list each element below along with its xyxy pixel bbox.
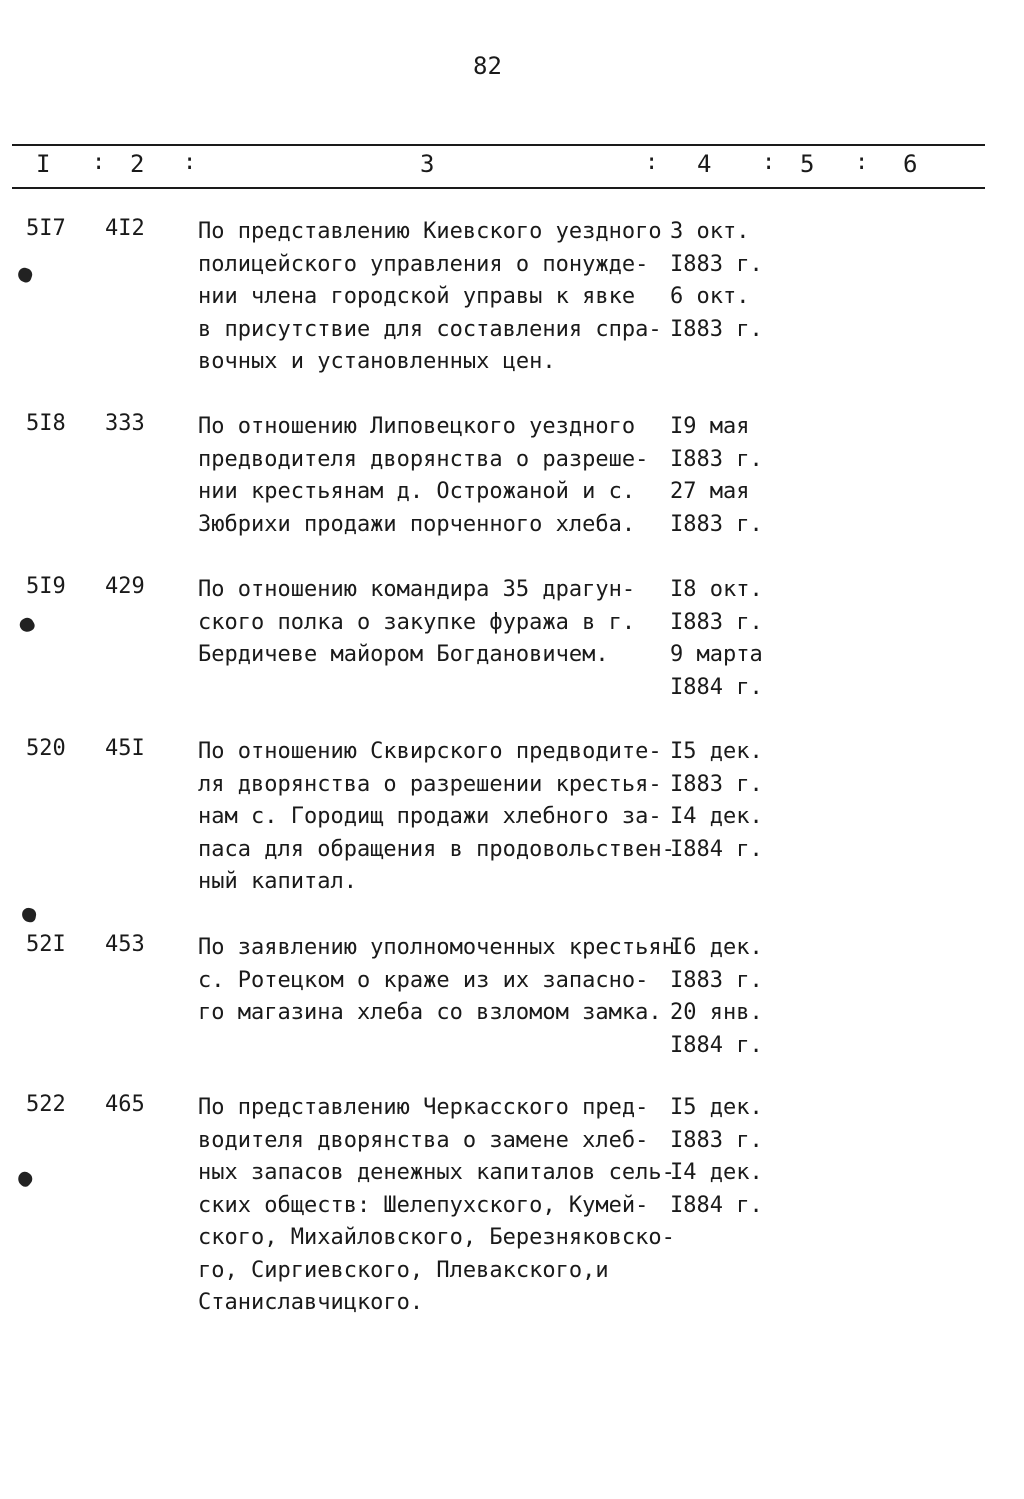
record-number: 520 xyxy=(26,736,66,761)
description-line: ный капитал. xyxy=(198,869,357,894)
date-line: 6 окт. xyxy=(670,284,750,309)
date-line: I884 г. xyxy=(670,1032,763,1058)
record-dates xyxy=(670,932,810,1062)
description-line: нии члена городской управы к явке xyxy=(198,284,636,309)
description-line: вочных и установленных цен. xyxy=(198,349,556,374)
description-line: ных запасов денежных капиталов сель- xyxy=(198,1160,675,1185)
date-line: 9 марта xyxy=(670,642,763,667)
date-line: I883 г. xyxy=(670,771,763,797)
column-separator: : xyxy=(855,150,869,175)
column-header-5: 5 xyxy=(800,150,815,178)
date-line: I883 г. xyxy=(670,967,763,993)
description-line: полицейского управления о понужде- xyxy=(198,251,649,277)
date-line: I883 г. xyxy=(670,316,763,342)
description-line: По отношению командира 35 драгун- xyxy=(198,577,636,602)
date-line: I9 мая xyxy=(670,414,750,439)
description-line: предводителя дворянства о разреше- xyxy=(198,446,649,472)
description-line: нам с. Городищ продажи хлебного за- xyxy=(198,804,662,829)
description-line: Зюбрихи продажи порченного хлеба. xyxy=(198,511,636,537)
column-header-6: 6 xyxy=(903,150,918,178)
date-line: 20 янв. xyxy=(670,1000,763,1025)
record-reference: 429 xyxy=(105,574,145,599)
column-header-1: I xyxy=(36,150,51,178)
record-reference: 465 xyxy=(105,1092,145,1117)
description-line: го, Сиргиевского, Плевакского,и xyxy=(198,1257,609,1283)
header-top-rule xyxy=(12,144,985,146)
punch-hole-mark xyxy=(17,615,36,634)
record-dates xyxy=(670,411,810,541)
date-line: I884 г. xyxy=(670,1192,763,1218)
page-number: 82 xyxy=(473,52,502,80)
description-line: в присутствие для составления спра- xyxy=(198,316,662,342)
column-header-3: 3 xyxy=(420,150,435,178)
header-bottom-rule xyxy=(12,187,985,189)
date-line: I5 дек. xyxy=(670,739,763,764)
record-description xyxy=(198,736,678,899)
date-line: I5 дек. xyxy=(670,1095,763,1120)
description-line: Станиславчицкого. xyxy=(198,1290,424,1315)
record-number: 52I xyxy=(26,932,66,957)
punch-hole-mark xyxy=(21,907,37,923)
description-line: По представлению Киевского уездного xyxy=(198,219,662,244)
record-description xyxy=(198,216,678,379)
description-line: ского, Михайловского, Березняковско- xyxy=(198,1225,675,1250)
date-line: I4 дек. xyxy=(670,804,763,829)
date-line: 27 мая xyxy=(670,479,750,504)
record-number: 5I7 xyxy=(26,216,66,241)
record-dates xyxy=(670,216,810,346)
description-line: паса для обращения в продовольствен- xyxy=(198,836,675,862)
record-number: 5I8 xyxy=(26,411,66,436)
date-line: I8 окт. xyxy=(670,577,763,602)
date-line: I883 г. xyxy=(670,511,763,537)
record-description xyxy=(198,932,678,1030)
date-line: I883 г. xyxy=(670,609,763,635)
description-line: ского полка о закупке фуража в г. xyxy=(198,609,636,635)
record-description xyxy=(198,1092,678,1320)
record-dates xyxy=(670,574,810,704)
record-description xyxy=(198,411,678,541)
description-line: с. Ротецком о краже из их запасно- xyxy=(198,967,649,993)
record-description xyxy=(198,574,678,672)
description-line: Бердичеве майором Богдановичем. xyxy=(198,642,609,667)
column-header-4: 4 xyxy=(697,150,712,178)
record-dates xyxy=(670,736,810,866)
date-line: I4 дек. xyxy=(670,1160,763,1185)
date-line: I6 дек. xyxy=(670,935,763,960)
description-line: нии крестьянам д. Острожаной и с. xyxy=(198,479,636,504)
punch-hole-mark xyxy=(16,266,34,284)
punch-hole-mark xyxy=(15,1169,35,1189)
column-separator: : xyxy=(762,150,776,175)
description-line: По заявлению уполномоченных крестьян xyxy=(198,935,675,960)
date-line: I884 г. xyxy=(670,836,763,862)
description-line: водителя дворянства о замене хлеб- xyxy=(198,1127,649,1153)
description-line: ля дворянства о разрешении крестья- xyxy=(198,771,662,797)
column-header-2: 2 xyxy=(130,150,145,178)
date-line: I883 г. xyxy=(670,446,763,472)
record-number: 5I9 xyxy=(26,574,66,599)
record-number: 522 xyxy=(26,1092,66,1117)
description-line: го магазина хлеба со взломом замка. xyxy=(198,1000,662,1025)
column-separator: : xyxy=(183,150,197,175)
record-dates xyxy=(670,1092,810,1222)
column-separator: : xyxy=(645,150,659,175)
description-line: По отношению Липовецкого уездного xyxy=(198,414,636,439)
description-line: ских обществ: Шелепухского, Кумей- xyxy=(198,1192,649,1218)
date-line: I883 г. xyxy=(670,1127,763,1153)
description-line: По представлению Черкасского пред- xyxy=(198,1095,649,1120)
date-line: I883 г. xyxy=(670,251,763,277)
date-line: I884 г. xyxy=(670,674,763,700)
record-reference: 453 xyxy=(105,932,145,957)
record-reference: 4I2 xyxy=(105,216,145,241)
record-reference: 45I xyxy=(105,736,145,761)
column-separator: : xyxy=(92,150,106,175)
record-reference: 333 xyxy=(105,411,145,436)
description-line: По отношению Сквирского предводите- xyxy=(198,739,662,764)
date-line: 3 окт. xyxy=(670,219,750,244)
